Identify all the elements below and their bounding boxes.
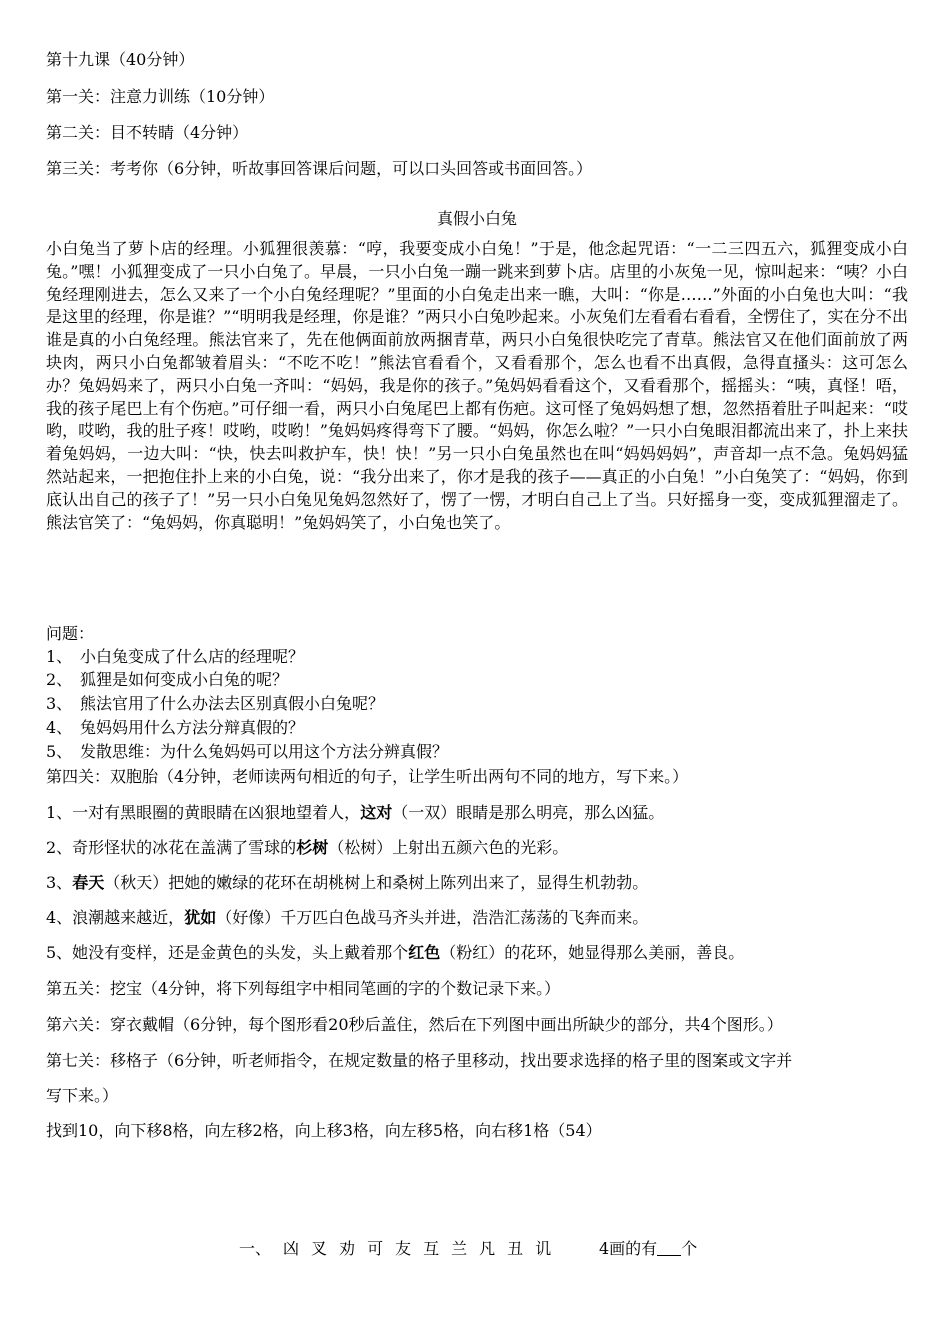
level-2: 第二关：目不转睛（4分钟） bbox=[46, 123, 249, 142]
treasure-chars: 一、 凶 叉 劝 可 友 互 兰 凡 丑 讥 bbox=[239, 1239, 552, 1258]
question-item: 4、 兔妈妈用什么方法分辩真假的？ bbox=[46, 718, 305, 737]
level-4-heading: 第四关：双胞胎（4分钟，老师读两句相近的句子，让学生听出两句不同的地方，写下来。） bbox=[46, 767, 689, 786]
level-5: 第五关：挖宝（4分钟，将下列每组字中相同笔画的字的个数记录下来。） bbox=[46, 979, 561, 998]
level-7-line-1: 第七关：移格子（6分钟，听老师指令，在规定数量的格子里移动，找出要求选择的格子里的图案或文字并 bbox=[46, 1051, 793, 1070]
sentence-5: 5、她没有变样，还是金黄色的头发，头上戴着那个红色（粉红）的花环，她显得那么美丽，善良。 bbox=[46, 943, 745, 962]
story-body: 小白兔当了萝卜店的经理。小狐狸很羡慕：“哼，我要变成小白兔！”于是，他念起咒语：“一二三四五六，狐狸变成小白兔。”嘿！小狐狸变成了一只小白兔了。早晨，一只小白兔一蹦一跳来到萝卜店。店里的小灰兔一见，惊叫起来：“咦？小白兔经理刚进去，怎么又来了一个小白兔经理呢？”里面的小白兔走出来一瞧，大叫：“你是……”外面的小白兔也大叫：“我是这里的经理，你是谁？”“明明我是经理，你是谁？”两只小白兔吵起来。小灰兔们左看看右看看，全愣住了，实在分不出谁是真的小白兔经理。熊法官来了，先在他俩面前放两捆青草，两只小白兔很快吃完了青草。熊法官又在他们面前放了两块肉，两只小白兔都皱着眉头：“不吃不吃！”熊法官看看个，又看看那个，怎么也看不出真假，急得直搔头：这可怎么办？兔妈妈来了，两只小白兔一齐叫：“妈妈，我是你的孩子。”兔妈妈看看这个，又看看那个，摇摇头：“咦，真怪！唔，我的孩子尾巴上有个伤疤。”可仔细一看，两只小白兔尾巴上都有伤疤。这可怪了兔妈妈想了想，忽然捂着肚子叫起来：“哎哟，哎哟，我的肚子疼！哎哟，哎哟！”兔妈妈疼得弯下了腰。“妈妈，你怎么啦？”一只小白兔眼泪都流出来了，扑上来扶着兔妈妈，一边大叫：“快，快去叫救护车，快！快！”另一只小白兔虽然也在叫“妈妈妈妈”，声音却一点不急。兔妈妈猛然站起来，一把抱住扑上来的小白兔，说：“我分出来了，你才是我的孩子——真正的小白兔！”小白兔笑了：“妈妈，你到底认出自己的孩子了！”另一只小白兔见兔妈忽然好了，愣了一愣，才明白自己上了当。只好摇身一变，变成狐狸溜走了。熊法官笑了：“兔妈妈，你真聪明！”兔妈妈笑了，小白兔也笑了。 bbox=[46, 239, 908, 532]
question-item: 5、 发散思维：为什么兔妈妈可以用这个方法分辨真假？ bbox=[46, 742, 449, 761]
sentence-1: 1、一对有黑眼圈的黄眼睛在凶狠地望着人，这对（一双）眼睛是那么明亮，那么凶猛。 bbox=[46, 803, 665, 822]
question-item: 1、 小白兔变成了什么店的经理呢？ bbox=[46, 647, 305, 666]
sentence-4: 4、浪潮越来越近，犹如（好像）千万匹白色战马齐头并进，浩浩汇荡荡的飞奔而来。 bbox=[46, 908, 649, 927]
story-title: 真假小白兔 bbox=[436, 209, 517, 228]
stroke-count-answer: 4画的有 个 bbox=[599, 1239, 698, 1258]
level-1: 第一关：注意力训练（10分钟） bbox=[46, 87, 275, 106]
questions-heading: 问题： bbox=[46, 624, 95, 643]
lesson-title: 第十九课（40分钟） bbox=[46, 50, 195, 69]
level-6: 第六关：穿衣戴帽（6分钟，每个图形看20秒后盖住，然后在下列图中画出所缺少的部分，共4个图形。） bbox=[46, 1015, 783, 1034]
sentence-2: 2、奇形怪状的冰花在盖满了雪球的杉树（松树）上射出五颜六色的光彩。 bbox=[46, 838, 569, 857]
level-7-line-2: 写下来。） bbox=[46, 1086, 119, 1105]
level-7-example: 找到10，向下移8格，向左移2格，向上移3格，向左移5格，向右移1格（54） bbox=[46, 1121, 602, 1140]
answer-blank[interactable] bbox=[657, 1239, 681, 1256]
sentence-3: 3、春天（秋天）把她的嫩绿的花环在胡桃树上和桑树上陈列出来了，显得生机勃勃。 bbox=[46, 873, 649, 892]
question-item: 3、 熊法官用了什么办法去区别真假小白兔呢？ bbox=[46, 694, 385, 713]
level-3: 第三关：考考你（6分钟，听故事回答课后问题，可以口头回答或书面回答。） bbox=[46, 159, 593, 178]
question-item: 2、 狐狸是如何变成小白兔的呢？ bbox=[46, 670, 289, 689]
